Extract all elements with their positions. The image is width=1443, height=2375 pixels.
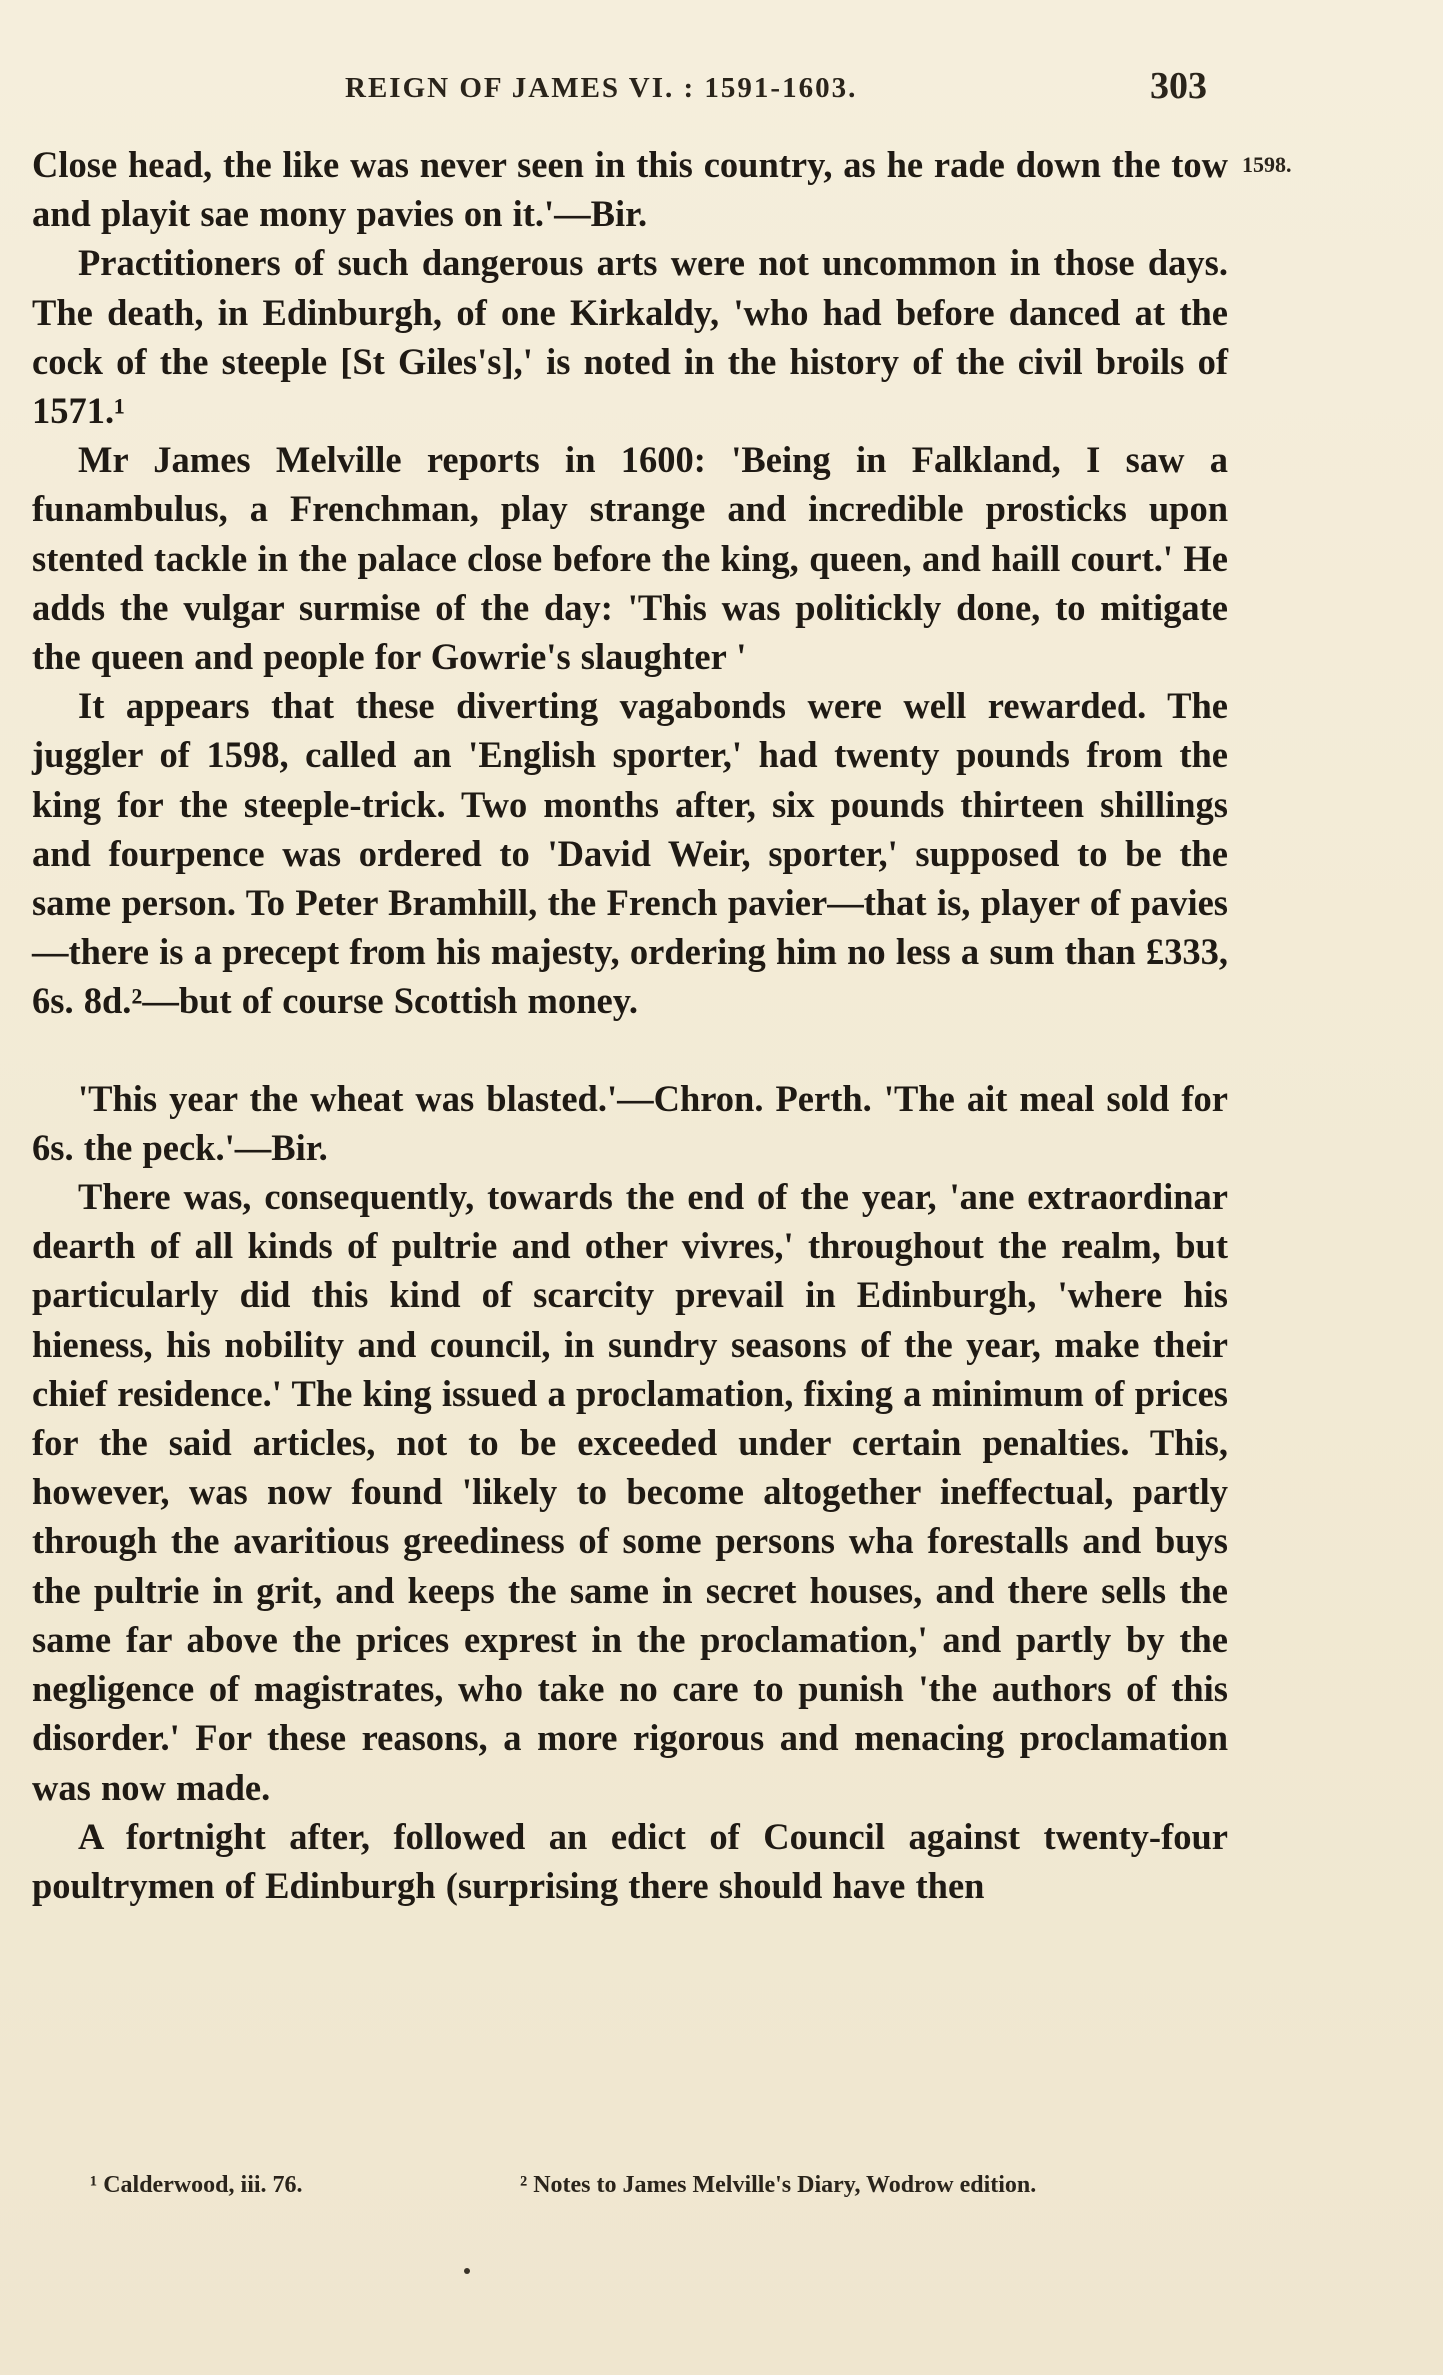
paragraph-edict: A fortnight after, followed an edict of Council against twenty-four poultrymen of Edinburgh (surprising there should have then — [32, 1815, 1228, 1906]
running-title: REIGN OF JAMES VI. : 1591-1603. — [345, 72, 858, 104]
margin-year-note: 1598. — [1242, 152, 1292, 177]
section-gap — [32, 1026, 1228, 1074]
page-speck — [464, 2268, 470, 2274]
paragraph-wheat: 'This year the wheat was blasted.'—Chron. Perth. 'The ait meal sold for 6s. the peck.'—Bir. — [32, 1077, 1228, 1168]
paragraph-continued: Close head, the like was never seen in this country, as he rade down the tow and playit sae mony pavies on it.'—Bir. — [32, 144, 1228, 235]
footnote-1: ¹ Calderwood, iii. 76. — [90, 2172, 303, 2198]
paragraph-melville: Mr James Melville reports in 1600: 'Being in Falkland, I saw a funambulus, a Frenchman, play strange and incredible prosticks upon stented tackle in the palace close before the king, queen, and haill court.' He adds the vulgar surmise of the day: 'This was politickly done, to mitigate the queen and people for Gowrie's slaughter ' — [32, 439, 1228, 678]
paragraph-practitioners: Practitioners of such dangerous arts were not uncommon in those days. The death, in Edinburgh, of one Kirkaldy, 'who had before danced at the cock of the steeple [St Giles's],' is noted in the history of the civil broils of 1571.¹ — [32, 242, 1228, 432]
paragraph-rewards: It appears that these diverting vagabonds were well rewarded. The juggler of 1598, called an 'English sporter,' had twenty pounds from the king for the steeple-trick. Two months after, six pounds thirteen shillings and fourpence was ordered to 'David Weir, sporter,' supposed to be the same person. To Peter Bramhill, the French pavier—that is, player of pavies—there is a precept from his majesty, ordering him no less a sum than £333, 6s. 8d.²—but of course Scottish money. — [32, 685, 1228, 1022]
page-number: 303 — [1150, 65, 1207, 107]
body-text — [32, 140, 1228, 1910]
paragraph-dearth: There was, consequently, towards the end of the year, 'ane extraordinar dearth of all kinds of pultrie and other vivres,' throughout the realm, but particularly did this kind of scarcity prevail in Edinburgh, 'where his hieness, his nobility and council, in sundry seasons of the year, make their chief residence.' The king issued a proclamation, fixing a minimum of prices for the said articles, not to be exceeded under certain penalties. This, however, was now found 'likely to become altogether ineffectual, partly through the avaritious greediness of some persons wha forestalls and buys the pultrie in grit, and keeps the same in secret houses, and there sells the same far above the prices exprest in the proclamation,' and partly by the negligence of magistrates, who take no care to punish 'the authors of this disorder.' For these reasons, a more rigorous and menacing proclamation was now made. — [32, 1176, 1228, 1808]
footnote-2: ² Notes to James Melville's Diary, Wodrow edition. — [520, 2172, 1037, 2198]
